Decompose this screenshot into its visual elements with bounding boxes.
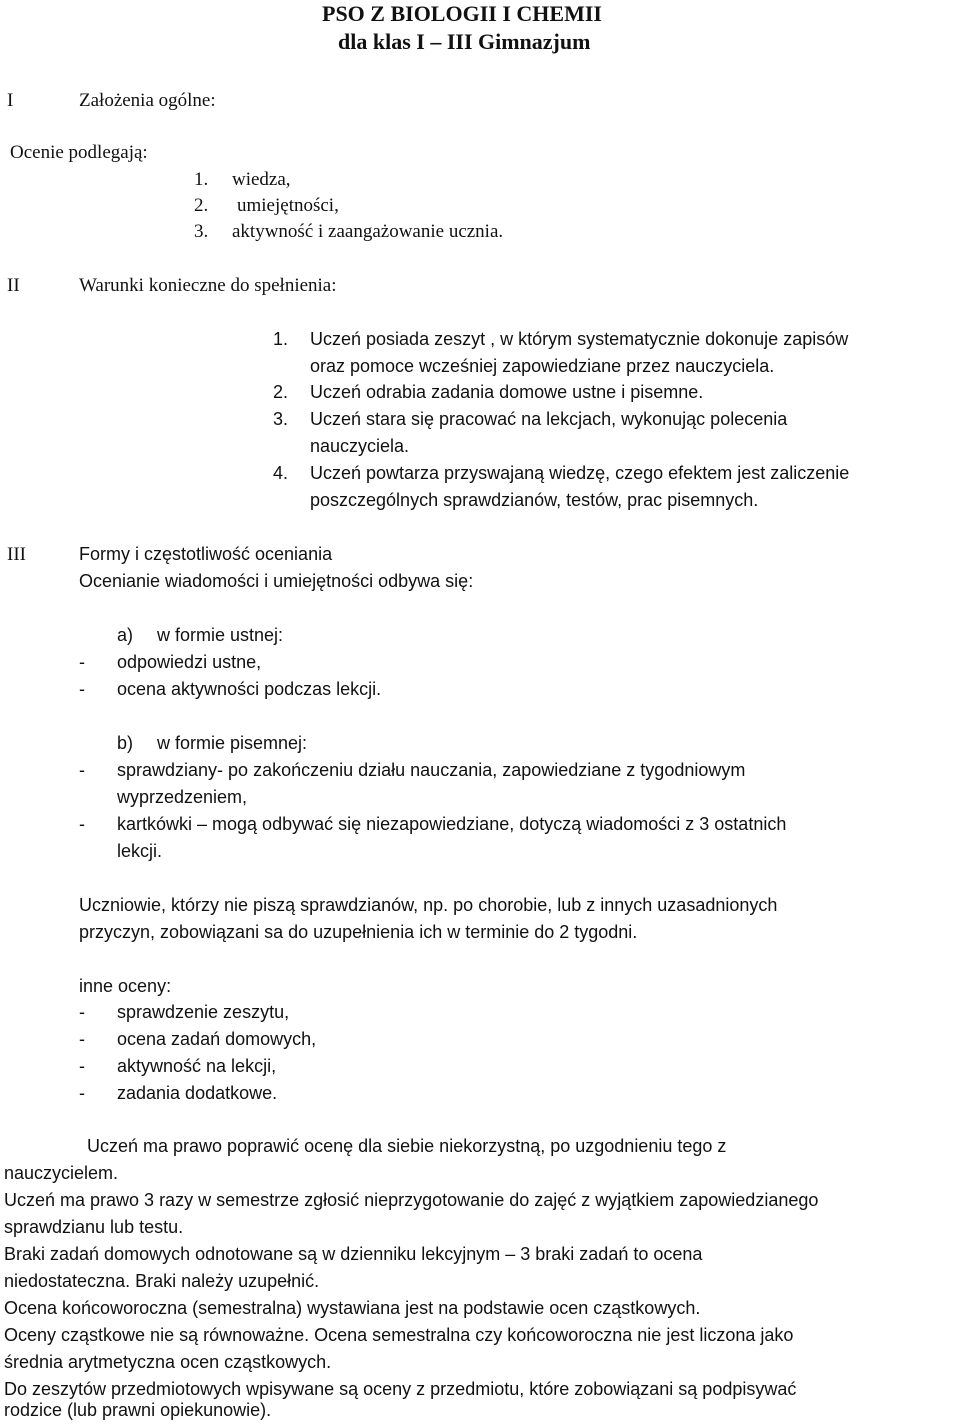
list-item-continuation: lekcji. [117,841,163,861]
rule-paragraph: Braki zadań domowych odnotowane są w dzienniku lekcyjnym – 3 braki zadań to ocena [4,1244,703,1264]
list-item: ocena aktywności podczas lekcji. [117,679,382,699]
rule-paragraph: Uczeń ma prawo 3 razy w semestrze zgłosić nieprzygotowanie do zajęć z wyjątkiem zapowiedzianego [4,1190,819,1210]
section-1-numeral: I [7,90,14,111]
paragraph: Uczniowie, którzy nie piszą sprawdzianów, np. po chorobie, lub z innych uzasadnionych [79,895,778,915]
list-item-number: 4. [273,463,289,483]
list-item: sprawdzenie zeszytu, [117,1002,290,1022]
rule-paragraph-continuation: sprawdzianu lub testu. [4,1217,184,1237]
section-3-heading: Formy i częstotliwość oceniania [79,544,333,564]
bullet-dash: - [79,652,85,672]
list-item-number: 3. [273,409,289,429]
oral-form-title: w formie ustnej: [157,625,284,645]
bullet-dash: - [79,1056,85,1076]
other-grades-title: inne oceny: [79,976,172,996]
section-3-subheading: Ocenianie wiadomości i umiejętności odbywa się: [79,571,474,591]
bullet-dash: - [79,679,85,699]
list-item-number: 3. [194,221,209,242]
section-1-heading: Założenia ogólne: [79,90,216,111]
list-item: aktywność na lekcji, [117,1056,277,1076]
list-item: umiejętności, [237,195,339,216]
list-item: ocena zadań domowych, [117,1029,317,1049]
list-item-continuation: nauczyciela. [310,436,410,456]
bullet-dash: - [79,760,85,780]
page-title: PSO Z BIOLOGII I CHEMII [322,1,602,26]
section-3-numeral: III [7,544,26,565]
rule-paragraph: Ocena końcoworoczna (semestralna) wystawiana jest na podstawie ocen cząstkowych. [4,1298,701,1318]
written-form-title: w formie pisemnej: [157,733,308,753]
list-item: Uczeń stara się pracować na lekcjach, wykonując polecenia [310,409,788,429]
list-item-number: 1. [194,169,209,190]
section-1-intro: Ocenie podlegają: [10,142,148,163]
paragraph: przyczyn, zobowiązani sa do uzupełnienia ich w terminie do 2 tygodni. [79,922,638,942]
rule-paragraph: Oceny cząstkowe nie są równoważne. Ocena semestralna czy końcoworoczna nie jest liczona jako [4,1325,794,1345]
bullet-dash: - [79,814,85,834]
list-item-number: 2. [194,195,209,216]
list-label: a) [117,625,134,645]
list-item: Uczeń powtarza przyswajaną wiedzę, czego efektem jest zaliczenie [310,463,850,483]
list-item: sprawdziany- po zakończeniu działu nauczania, zapowiedziane z tygodniowym [117,760,746,780]
section-2-heading: Warunki konieczne do spełnienia: [79,275,337,296]
rule-paragraph-continuation: niedostateczna. Braki należy uzupełnić. [4,1271,320,1291]
bullet-dash: - [79,1083,85,1103]
list-item-continuation: oraz pomoce wcześniej zapowiedziane przez nauczyciela. [310,356,775,376]
rule-paragraph-continuation: rodzice (lub prawni opiekunowie). [4,1400,272,1420]
list-item: Uczeń posiada zeszyt , w którym systematycznie dokonuje zapisów [310,329,849,349]
list-item: Uczeń odrabia zadania domowe ustne i pisemne. [310,382,704,402]
rule-paragraph-continuation: nauczycielem. [4,1163,119,1183]
bullet-dash: - [79,1029,85,1049]
list-item: wiedza, [232,169,291,190]
list-item: zadania dodatkowe. [117,1083,278,1103]
bullet-dash: - [79,1002,85,1022]
rule-paragraph-continuation: średnia arytmetyczna ocen cząstkowych. [4,1352,332,1372]
list-item: aktywność i zaangażowanie ucznia. [232,221,504,242]
list-item-number: 2. [273,382,289,402]
section-2-numeral: II [7,275,20,296]
list-item-number: 1. [273,329,289,349]
list-item-continuation: poszczególnych sprawdzianów, testów, prac pisemnych. [310,490,759,510]
list-label: b) [117,733,134,753]
list-item: kartkówki – mogą odbywać się niezapowiedziane, dotyczą wiadomości z 3 ostatnich [117,814,787,834]
page-subtitle: dla klas I – III Gimnazjum [338,29,591,54]
list-item: odpowiedzi ustne, [117,652,262,672]
rule-paragraph: Uczeń ma prawo poprawić ocenę dla siebie niekorzystną, po uzgodnieniu tego z [87,1136,727,1156]
list-item-continuation: wyprzedzeniem, [117,787,248,807]
rule-paragraph: Do zeszytów przedmiotowych wpisywane są oceny z przedmiotu, które zobowiązani są podpisywać [4,1379,797,1399]
